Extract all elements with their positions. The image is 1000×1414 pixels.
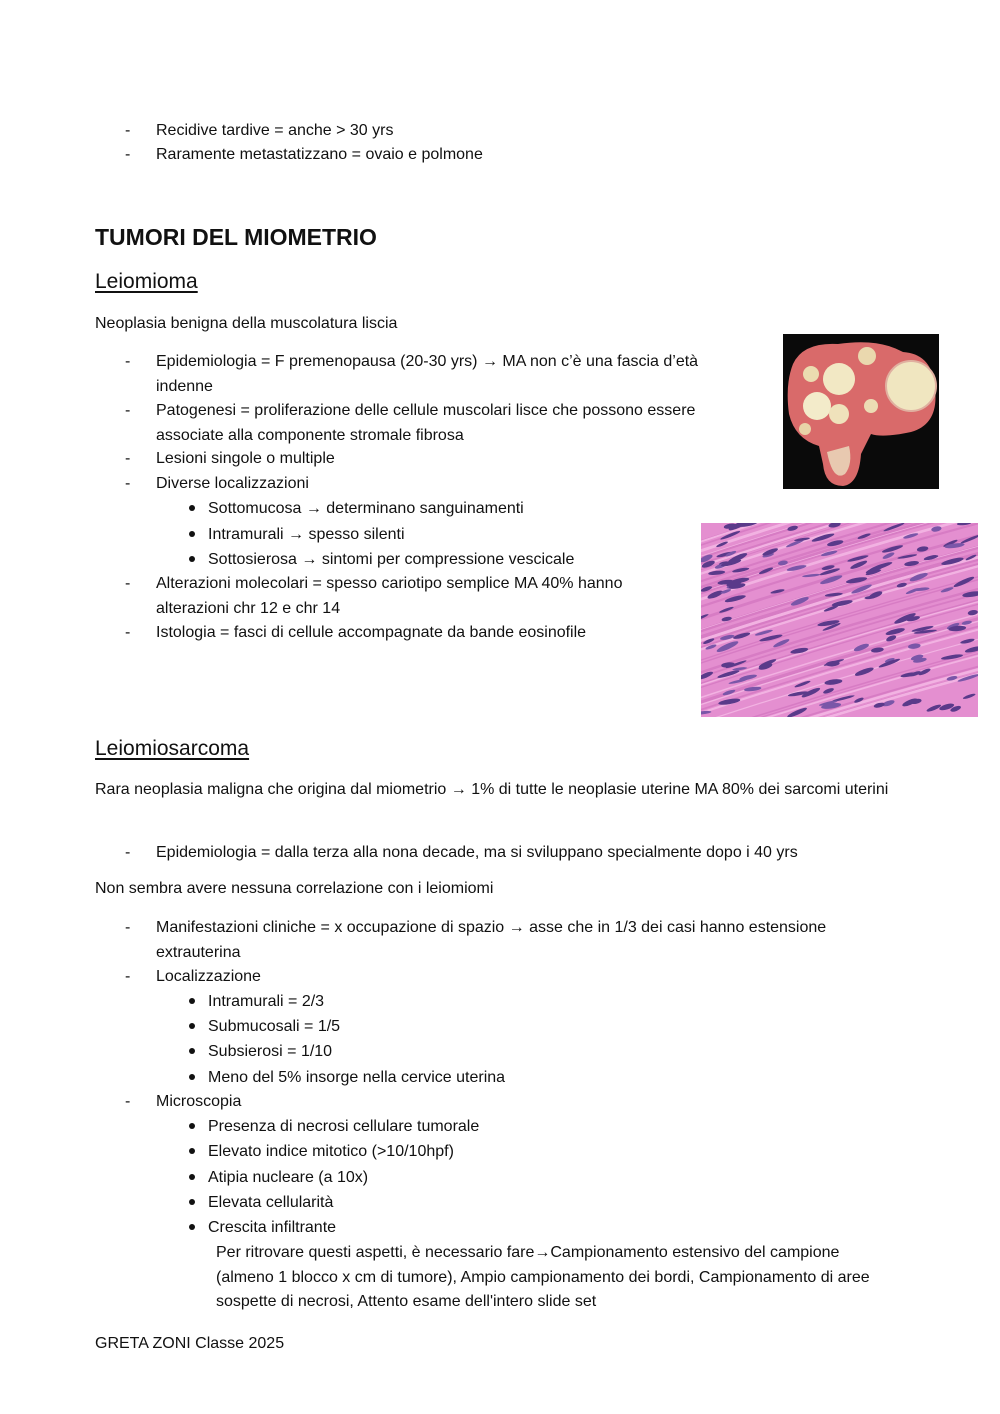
sub-list-item: Subsierosi = 1/10 (208, 1043, 333, 1060)
sub-list-item: Intramurali → spesso silenti (208, 526, 405, 543)
sub-list-item: Crescita infiltrante (208, 1219, 337, 1236)
sub-list-item: Presenza di necrosi cellulare tumorale (208, 1118, 480, 1135)
sub-list-item: Sottomucosa → determinano sanguinamenti (208, 500, 524, 517)
list-dash: - (125, 1093, 131, 1110)
list-item: Lesioni singole o multiple (156, 450, 335, 467)
footer-text: GRETA ZONI Classe 2025 (95, 1335, 285, 1352)
list-item: Epidemiologia = F premenopausa (20-30 yrs) → MA non c’è una fascia d’età indenne (156, 353, 699, 395)
microscopia-note: Per ritrovare questi aspetti, è necessario fare→Campionamento estensivo del campione (almeno 1 blocco x cm di tumore), Ampio campionamento dei bordi, Campionamento di aree sospette di necrosi, Attento esame dell'intero slide set (216, 1244, 870, 1310)
list-dash: - (125, 146, 131, 163)
list-dash: - (125, 624, 131, 641)
list-item: Patogenesi = proliferazione delle cellule muscolari lisce che possono essere associate alla componente stromale fibrosa (156, 402, 696, 444)
leiomioma-histology-image (701, 523, 978, 717)
sub-list-item: Elevata cellularità (208, 1194, 334, 1211)
leiomiosarcoma-heading: Leiomiosarcoma (95, 737, 250, 760)
list-dash: - (125, 919, 131, 936)
bullet-icon (189, 998, 195, 1004)
leiomioma-gross-photo (783, 334, 939, 489)
bullet-icon (189, 1023, 195, 1029)
sub-list-item: Elevato indice mitotico (>10/10hpf) (208, 1143, 454, 1160)
list-item: Raramente metastatizzano = ovaio e polmone (156, 146, 483, 163)
sub-list-item: Atipia nucleare (a 10x) (208, 1169, 369, 1186)
bullet-icon (189, 1123, 195, 1129)
list-dash: - (125, 122, 131, 139)
list-item: Epidemiologia = dalla terza alla nona decade, ma si sviluppano specialmente dopo i 40 yrs (156, 844, 798, 861)
bullet-icon (189, 1148, 195, 1154)
list-dash: - (125, 475, 131, 492)
list-dash: - (125, 575, 131, 592)
bullet-icon (189, 1074, 195, 1080)
bullet-icon (189, 1174, 195, 1180)
list-item: Manifestazioni cliniche = x occupazione di spazio → asse che in 1/3 dei casi hanno estensione extrauterina (156, 919, 827, 961)
list-item: Alterazioni molecolari = spesso cariotipo semplice MA 40% hanno alterazioni chr 12 e chr 14 (156, 575, 623, 617)
list-dash: - (125, 844, 131, 861)
list-dash: - (125, 968, 131, 985)
list-item: Recidive tardive = anche > 30 yrs (156, 122, 394, 139)
sub-list-item: Intramurali = 2/3 (208, 993, 325, 1010)
leiomiosarcoma-intro: Rara neoplasia maligna che origina dal miometrio → 1% di tutte le neoplasie uterine MA 80% dei sarcomi uterini (95, 781, 889, 798)
sub-list-item: Sottosierosa → sintomi per compressione vescicale (208, 551, 575, 568)
list-item: Microscopia (156, 1093, 242, 1110)
list-dash: - (125, 402, 131, 419)
section-title: TUMORI DEL MIOMETRIO (95, 224, 377, 250)
sub-list-item: Submucosali = 1/5 (208, 1018, 341, 1035)
bullet-icon (189, 1224, 195, 1230)
leiomioma-heading: Leiomioma (95, 270, 198, 293)
list-item: Localizzazione (156, 968, 261, 985)
list-dash: - (125, 450, 131, 467)
list-item: Diverse localizzazioni (156, 475, 309, 492)
list-item: Istologia = fasci di cellule accompagnate da bande eosinofile (156, 624, 587, 641)
list-dash: - (125, 353, 131, 370)
bullet-icon (189, 531, 195, 537)
leiomioma-intro: Neoplasia benigna della muscolatura liscia (95, 315, 398, 332)
paragraph: Non sembra avere nessuna correlazione con i leiomiomi (95, 880, 494, 897)
bullet-icon (189, 1199, 195, 1205)
sub-list-item: Meno del 5% insorge nella cervice uterina (208, 1069, 506, 1086)
bullet-icon (189, 505, 195, 511)
bullet-icon (189, 1048, 195, 1054)
bullet-icon (189, 556, 195, 562)
